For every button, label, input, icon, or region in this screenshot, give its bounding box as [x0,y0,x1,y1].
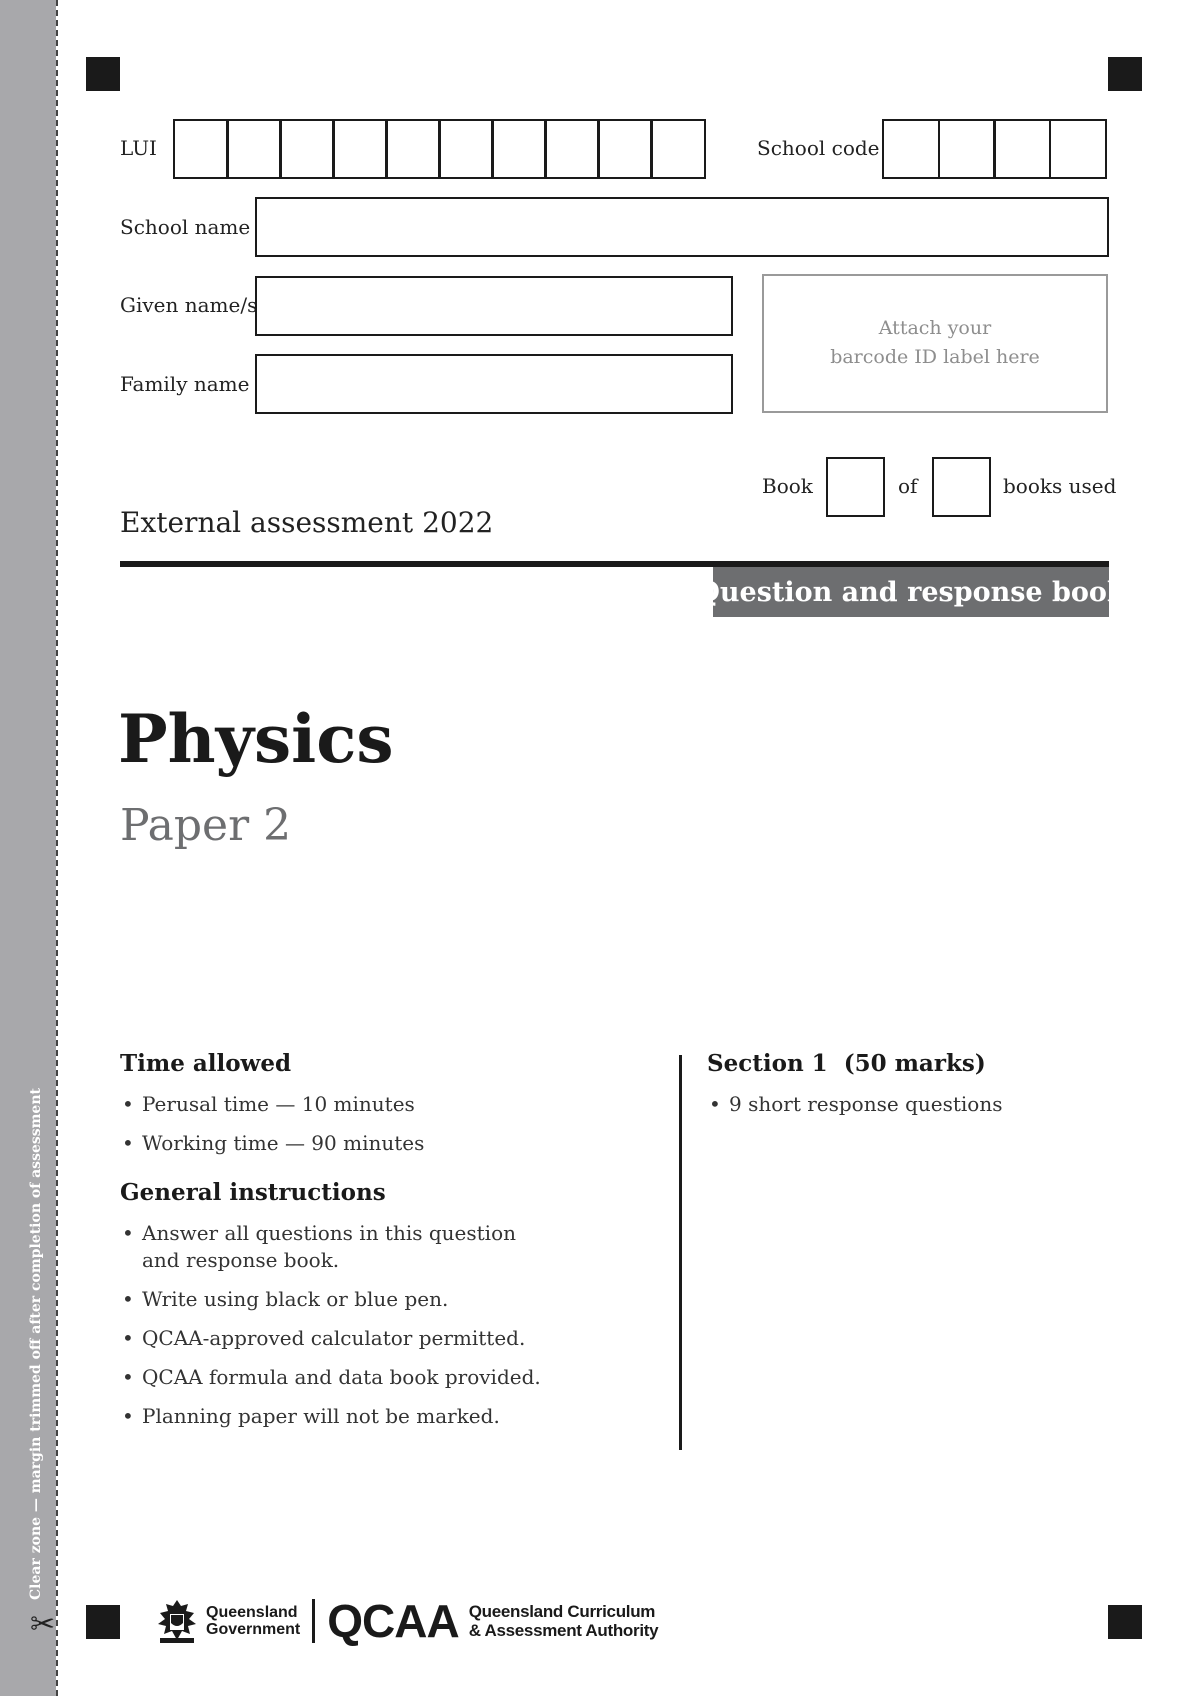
section1-heading: Section 1 (50 marks) [707,1050,986,1077]
section-column [707,1050,1107,1130]
school-code-digit-box[interactable] [938,119,996,179]
lui-digit-box[interactable] [597,119,653,179]
school-code-input[interactable] [882,119,1107,179]
book-label: Book [762,474,813,498]
general-instructions-heading: General instructions [120,1179,386,1206]
queensland-government-logo [206,1604,300,1638]
lui-digit-box[interactable] [279,119,335,179]
qcaa-full-name [469,1602,659,1640]
school-name-label: School name [120,215,251,239]
lui-digit-box[interactable] [650,119,706,179]
scissors-icon: ✂ [30,1607,56,1642]
qld-gov-line2: Government [206,1621,301,1638]
school-code-label: School code [757,136,880,160]
school-code-digit-box[interactable] [882,119,940,179]
time-allowed-list [120,1091,640,1157]
lui-digit-box[interactable] [226,119,282,179]
qcaa-full-line2: & Assessment Authority [468,1621,659,1640]
list-item: • QCAA formula and data book provided. [120,1364,640,1391]
list-item: • QCAA-approved calculator permitted. [120,1325,640,1352]
lui-digit-box[interactable] [173,119,229,179]
lui-digit-box[interactable] [385,119,441,179]
column-divider [679,1055,682,1450]
lui-digit-box[interactable] [438,119,494,179]
paper-subtitle: Paper 2 [120,800,292,851]
lui-digit-box[interactable] [332,119,388,179]
registration-mark-top-left [86,57,120,91]
list-item: • Answer all questions in this question and response book. [120,1220,532,1274]
clear-zone-text: Clear zone — margin trimmed off after completion of assessment [28,1088,44,1600]
instructions-column [120,1050,640,1442]
lui-input[interactable] [173,119,706,179]
lui-digit-box[interactable] [544,119,600,179]
book-type-banner: Question and response book [713,567,1109,617]
school-code-digit-box[interactable] [1049,119,1107,179]
qcaa-logo: QCAA [327,1595,459,1647]
books-used-label: books used [1003,474,1117,498]
list-item: • 9 short response questions [707,1091,1107,1118]
books-total-field[interactable] [932,457,991,517]
barcode-instruction-line1: Attach your [878,317,992,339]
list-item: • Planning paper will not be marked. [120,1403,640,1430]
family-name-label: Family name [120,372,250,396]
list-item: • Perusal time — 10 minutes [120,1091,640,1118]
school-name-field[interactable] [255,197,1109,257]
family-name-field[interactable] [255,354,733,414]
time-allowed-heading: Time allowed [120,1050,292,1077]
subject-title: Physics [118,700,394,778]
external-assessment-label: External assessment 2022 [120,506,494,539]
general-instructions-list [120,1220,640,1430]
list-item: • Write using black or blue pen. [120,1286,640,1313]
given-names-field[interactable] [255,276,733,336]
lui-label: LUI [120,136,157,160]
registration-mark-bottom-right [1108,1605,1142,1639]
registration-mark-top-right [1108,57,1142,91]
lui-digit-box[interactable] [491,119,547,179]
school-code-digit-box[interactable] [993,119,1051,179]
trim-line [56,0,58,1696]
barcode-label-area[interactable] [762,274,1108,413]
section1-list [707,1091,1107,1118]
qld-gov-line1: Queensland [206,1604,298,1621]
registration-mark-bottom-left [86,1605,120,1639]
of-label: of [898,474,918,498]
footer-logos [152,1594,658,1648]
book-number-field[interactable] [826,457,885,517]
qcaa-full-line1: Queensland Curriculum [468,1602,656,1621]
given-names-label: Given name/s [120,293,258,317]
queensland-crest-icon [152,1596,202,1646]
logo-separator [312,1599,315,1643]
barcode-instruction-line2: barcode ID label here [830,346,1040,368]
list-item: • Working time — 90 minutes [120,1130,640,1157]
